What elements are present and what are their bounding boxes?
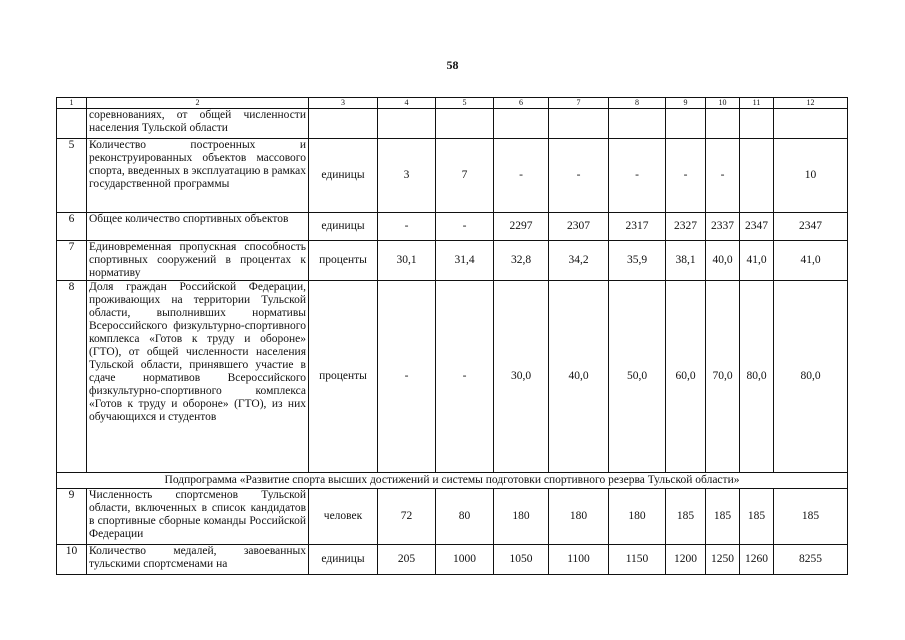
value-cell: 80,0 <box>774 281 848 473</box>
value-cell: 7 <box>436 139 494 213</box>
value-cell: 38,1 <box>666 241 706 281</box>
table-row <box>57 139 848 213</box>
row-number-cell: 7 <box>57 241 87 281</box>
value-cell: 2337 <box>706 213 740 241</box>
subprogram-row <box>57 473 848 489</box>
value-cell: 32,8 <box>494 241 549 281</box>
value-cell: 8255 <box>774 545 848 575</box>
value-cell: 1260 <box>740 545 774 575</box>
indicator-name-cell: Общее количество спортивных объектов <box>87 213 309 241</box>
value-cell <box>666 109 706 139</box>
value-cell: 1100 <box>549 545 609 575</box>
indicator-name-cell: Доля граждан Российской Федерации, проживающих на территории Тульской области, выполнивших нормативы Всероссийского физкультурно-спортивного комплекса «Готов к труду и обороне» (ГТО), от общей численности населения Тульской области, принявшего участие в сдаче нормативов Всероссийского физкультурно-спортивного комплекса «Готов к труду и обороне» (ГТО), из них обучающихся и студентов <box>87 281 309 473</box>
value-cell <box>436 109 494 139</box>
unit-cell <box>309 109 378 139</box>
value-cell: 185 <box>740 489 774 545</box>
value-cell: 35,9 <box>609 241 666 281</box>
value-cell <box>549 109 609 139</box>
value-cell <box>774 109 848 139</box>
value-cell: 41,0 <box>740 241 774 281</box>
table-row <box>57 281 848 473</box>
table-row <box>57 489 848 545</box>
value-cell: 185 <box>706 489 740 545</box>
value-cell: - <box>436 281 494 473</box>
row-number-cell: 9 <box>57 489 87 545</box>
indicator-name-cell: Численность спортсменов Тульской области, включенных в список кандидатов в спортивные сборные команды Российской Федерации <box>87 489 309 545</box>
value-cell <box>740 109 774 139</box>
value-cell <box>609 109 666 139</box>
header-cell: 3 <box>309 98 378 109</box>
value-cell: 60,0 <box>666 281 706 473</box>
value-cell: 70,0 <box>706 281 740 473</box>
value-cell: 180 <box>549 489 609 545</box>
page-number: 58 <box>446 58 459 72</box>
value-cell <box>378 109 436 139</box>
value-cell: 1200 <box>666 545 706 575</box>
header-cell: 8 <box>609 98 666 109</box>
value-cell: - <box>378 281 436 473</box>
value-cell: 2347 <box>740 213 774 241</box>
value-cell: 1150 <box>609 545 666 575</box>
value-cell <box>740 139 774 213</box>
row-number-cell: 5 <box>57 139 87 213</box>
unit-cell: единицы <box>309 213 378 241</box>
header-cell: 7 <box>549 98 609 109</box>
header-cell: 11 <box>740 98 774 109</box>
value-cell: - <box>436 213 494 241</box>
value-cell: 2347 <box>774 213 848 241</box>
row-number-cell: 6 <box>57 213 87 241</box>
value-cell: 30,1 <box>378 241 436 281</box>
value-cell: 31,4 <box>436 241 494 281</box>
header-cell: 4 <box>378 98 436 109</box>
value-cell: 205 <box>378 545 436 575</box>
indicator-name-cell: Количество медалей, завоеванных тульскими спортсменами на <box>87 545 309 575</box>
indicator-name-cell: Единовременная пропускная способность спортивных сооружений в процентах к нормативу <box>87 241 309 281</box>
value-cell: - <box>494 139 549 213</box>
table-row <box>57 109 848 139</box>
unit-cell: проценты <box>309 281 378 473</box>
table-row <box>57 545 848 575</box>
row-number-cell: 8 <box>57 281 87 473</box>
value-cell: - <box>706 139 740 213</box>
header-cell: 2 <box>87 98 309 109</box>
value-cell: 180 <box>609 489 666 545</box>
value-cell: 3 <box>378 139 436 213</box>
table-row <box>57 241 848 281</box>
value-cell: 40,0 <box>549 281 609 473</box>
table-row <box>57 213 848 241</box>
value-cell: 34,2 <box>549 241 609 281</box>
value-cell: 1050 <box>494 545 549 575</box>
row-number-cell <box>57 109 87 139</box>
value-cell: 10 <box>774 139 848 213</box>
value-cell <box>494 109 549 139</box>
subprogram-title: Подпрограмма «Развитие спорта высших достижений и системы подготовки спортивного резерва Тульской области» <box>57 473 848 489</box>
value-cell: 180 <box>494 489 549 545</box>
header-cell: 6 <box>494 98 549 109</box>
value-cell: - <box>549 139 609 213</box>
row-number-cell: 10 <box>57 545 87 575</box>
indicator-name-cell: Количество построенных и реконструированных объектов массового спорта, введенных в эксплуатацию в рамках государственной программы <box>87 139 309 213</box>
value-cell: 80,0 <box>740 281 774 473</box>
indicator-name-cell: соревнованиях, от общей численности населения Тульской области <box>87 109 309 139</box>
value-cell: 80 <box>436 489 494 545</box>
value-cell: 2297 <box>494 213 549 241</box>
header-cell: 9 <box>666 98 706 109</box>
unit-cell: единицы <box>309 545 378 575</box>
value-cell: 40,0 <box>706 241 740 281</box>
value-cell: 2317 <box>609 213 666 241</box>
value-cell: 72 <box>378 489 436 545</box>
value-cell: 50,0 <box>609 281 666 473</box>
value-cell: - <box>666 139 706 213</box>
value-cell <box>706 109 740 139</box>
value-cell: 41,0 <box>774 241 848 281</box>
value-cell: - <box>378 213 436 241</box>
unit-cell: единицы <box>309 139 378 213</box>
table-header-row <box>57 98 848 109</box>
header-cell: 10 <box>706 98 740 109</box>
value-cell: 2307 <box>549 213 609 241</box>
value-cell: 185 <box>666 489 706 545</box>
value-cell: 1000 <box>436 545 494 575</box>
header-cell: 5 <box>436 98 494 109</box>
indicators-table <box>56 97 848 575</box>
value-cell: 185 <box>774 489 848 545</box>
header-cell: 1 <box>57 98 87 109</box>
value-cell: - <box>609 139 666 213</box>
header-cell: 12 <box>774 98 848 109</box>
value-cell: 2327 <box>666 213 706 241</box>
value-cell: 30,0 <box>494 281 549 473</box>
value-cell: 1250 <box>706 545 740 575</box>
unit-cell: человек <box>309 489 378 545</box>
unit-cell: проценты <box>309 241 378 281</box>
